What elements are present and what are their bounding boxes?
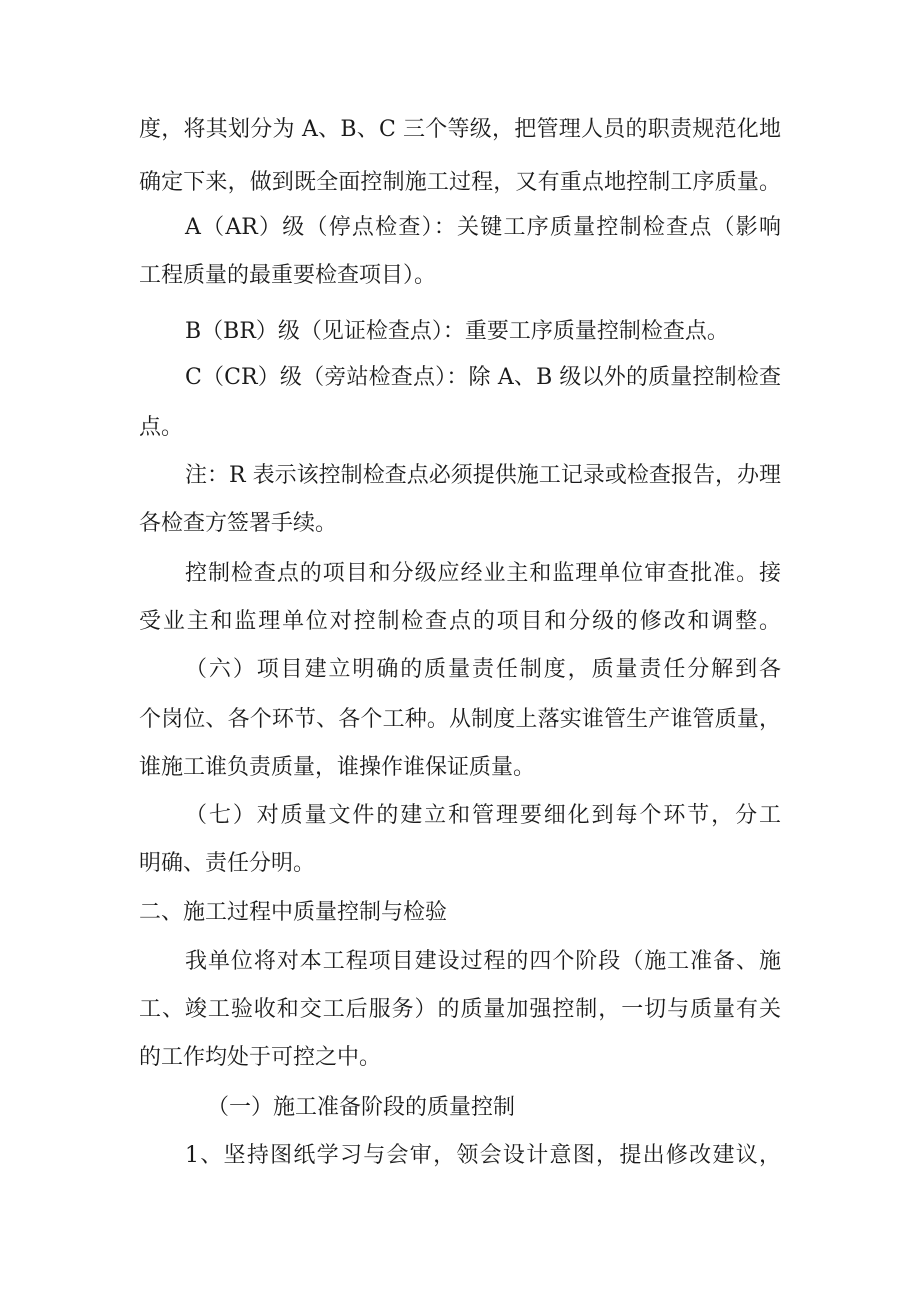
subsection-heading: （一）施工准备阶段的质量控制 [207, 1095, 516, 1120]
note-line: 各检查方签署手续。 [139, 511, 338, 536]
text-line: 谁施工谁负责质量，谁操作谁保证质量。 [139, 755, 536, 780]
text-line: 确定下来，做到既全面控制施工过程，又有重点地控制工序质量。 [139, 170, 781, 195]
text-line: （七）对质量文件的建立和管理要细化到每个环节，分工 [185, 803, 781, 828]
list-item: 1、坚持图纸学习与会审，领会设计意图，提出修改建议， [185, 1143, 781, 1168]
text-line: 点。 [139, 415, 184, 440]
text-line: 受业主和监理单位对控制检查点的项目和分级的修改和调整。 [139, 609, 781, 634]
text-line: 的工作均处于可控之中。 [139, 1045, 382, 1070]
text-line: 度，将其划分为 A、B、C 三个等级，把管理人员的职责规范化地 [139, 117, 781, 142]
text-line: 控制检查点的项目和分级应经业主和监理单位审查批准。接 [185, 561, 781, 586]
note-line: 注：R 表示该控制检查点必须提供施工记录或检查报告，办理 [185, 463, 781, 488]
text-line: B（BR）级（见证检查点）：重要工序质量控制检查点。 [185, 319, 729, 344]
text-line: 工、竣工验收和交工后服务）的质量加强控制，一切与质量有关 [139, 997, 781, 1022]
section-heading: 二、施工过程中质量控制与检验 [139, 900, 448, 925]
text-line: （六）项目建立明确的质量责任制度，质量责任分解到各 [185, 657, 781, 682]
text-line: C（CR）级（旁站检查点）：除 A、B 级以外的质量控制检查 [185, 365, 781, 390]
text-line: 我单位将对本工程项目建设过程的四个阶段（施工准备、施 [185, 949, 781, 974]
text-line: 工程质量的最重要检查项目）。 [139, 263, 437, 288]
text-line: 明确、责任分明。 [139, 851, 316, 876]
text-line: A（AR）级（停点检查）：关键工序质量控制检查点（影响 [185, 215, 781, 240]
text-line: 个岗位、各个环节、各个工种。从制度上落实谁管生产谁管质量， [139, 707, 781, 732]
